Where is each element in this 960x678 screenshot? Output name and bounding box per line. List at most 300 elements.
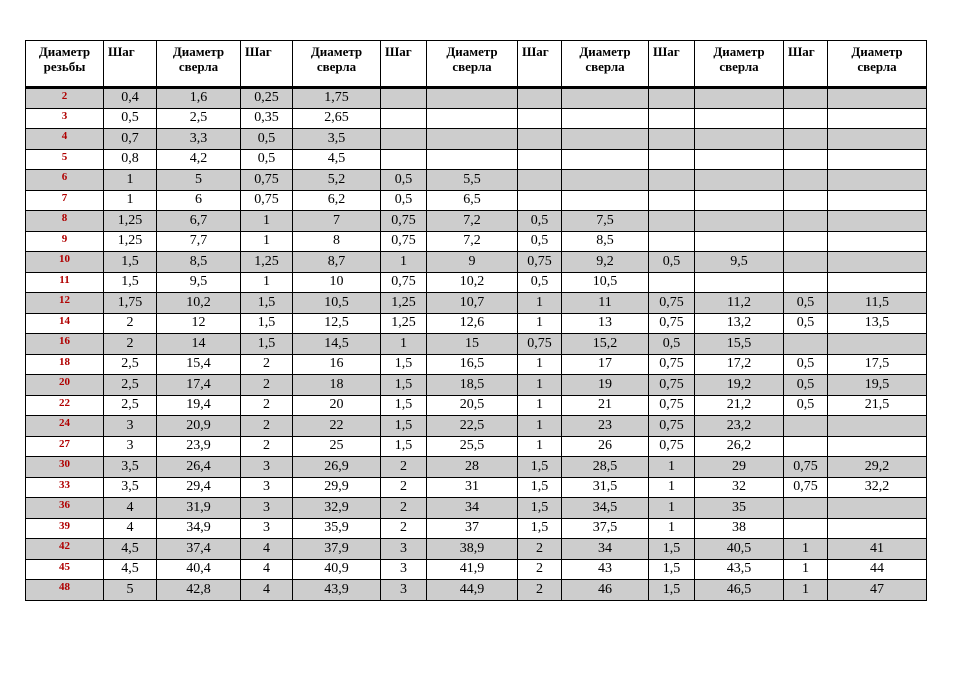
header-drill-diameter: Диаметр сверла [293, 41, 381, 88]
header-drill-diameter: Диаметр сверла [157, 41, 241, 88]
pitch-cell: 1 [241, 231, 293, 252]
pitch-cell: 0,75 [518, 334, 562, 355]
thread-diameter-cell: 5 [26, 149, 104, 170]
table-row [26, 334, 927, 355]
drill-diameter-cell: 20,9 [157, 416, 241, 437]
table-row [26, 436, 927, 457]
pitch-cell: 0,5 [518, 272, 562, 293]
table-row [26, 88, 927, 109]
drill-diameter-cell [828, 231, 927, 252]
drill-diameter-cell [828, 272, 927, 293]
drill-diameter-cell [828, 498, 927, 519]
pitch-cell: 0,75 [649, 436, 695, 457]
drill-diameter-cell: 32,2 [828, 477, 927, 498]
thread-diameter-cell: 7 [26, 190, 104, 211]
drill-diameter-cell: 40,9 [293, 559, 381, 580]
pitch-cell: 0,5 [381, 170, 427, 191]
pitch-cell: 0,75 [784, 457, 828, 478]
drill-diameter-cell: 46,5 [695, 580, 784, 601]
pitch-cell: 0,5 [784, 395, 828, 416]
drill-diameter-cell: 17 [562, 354, 649, 375]
table-row [26, 416, 927, 437]
pitch-cell: 4 [104, 518, 157, 539]
drill-diameter-cell: 19,5 [828, 375, 927, 396]
drill-diameter-cell: 29 [695, 457, 784, 478]
pitch-cell: 2 [241, 375, 293, 396]
pitch-cell: 0,5 [784, 354, 828, 375]
pitch-cell: 2 [241, 416, 293, 437]
header-drill-diameter: Диаметр сверла [427, 41, 518, 88]
pitch-cell: 0,5 [784, 375, 828, 396]
drill-diameter-cell: 35 [695, 498, 784, 519]
thread-diameter-cell: 3 [26, 108, 104, 129]
pitch-cell: 0,5 [241, 129, 293, 150]
thread-diameter-cell: 2 [26, 88, 104, 109]
pitch-cell: 0,75 [649, 293, 695, 314]
thread-diameter-cell: 30 [26, 457, 104, 478]
drill-diameter-cell: 8,5 [157, 252, 241, 273]
drill-diameter-cell: 11,2 [695, 293, 784, 314]
table-row [26, 539, 927, 560]
thread-drill-table [25, 40, 927, 601]
drill-diameter-cell: 28,5 [562, 457, 649, 478]
pitch-cell [518, 170, 562, 191]
drill-diameter-cell: 37,9 [293, 539, 381, 560]
drill-diameter-cell: 6 [157, 190, 241, 211]
pitch-cell [649, 211, 695, 232]
table-row [26, 580, 927, 601]
drill-diameter-cell: 29,9 [293, 477, 381, 498]
pitch-cell: 0,5 [784, 313, 828, 334]
pitch-cell: 5 [104, 580, 157, 601]
pitch-cell: 1,5 [649, 580, 695, 601]
thread-diameter-cell: 45 [26, 559, 104, 580]
drill-diameter-cell [695, 231, 784, 252]
pitch-cell: 0,5 [784, 293, 828, 314]
drill-diameter-cell: 10,5 [562, 272, 649, 293]
drill-diameter-cell: 18 [293, 375, 381, 396]
pitch-cell [518, 108, 562, 129]
drill-diameter-cell: 41,9 [427, 559, 518, 580]
drill-diameter-cell: 11 [562, 293, 649, 314]
drill-diameter-cell: 7,2 [427, 211, 518, 232]
drill-diameter-cell: 9,5 [157, 272, 241, 293]
thread-diameter-cell: 39 [26, 518, 104, 539]
thread-diameter-cell: 42 [26, 539, 104, 560]
drill-diameter-cell: 13 [562, 313, 649, 334]
table-row [26, 252, 927, 273]
pitch-cell: 2 [381, 477, 427, 498]
drill-diameter-cell: 7,7 [157, 231, 241, 252]
thread-diameter-cell: 27 [26, 436, 104, 457]
pitch-cell: 4 [104, 498, 157, 519]
drill-diameter-cell: 1,6 [157, 88, 241, 109]
thread-diameter-cell: 24 [26, 416, 104, 437]
pitch-cell: 1 [381, 334, 427, 355]
pitch-cell: 1,5 [518, 518, 562, 539]
drill-diameter-cell: 6,2 [293, 190, 381, 211]
drill-diameter-cell [562, 170, 649, 191]
drill-diameter-cell: 6,5 [427, 190, 518, 211]
pitch-cell: 1 [241, 272, 293, 293]
header-drill-diameter: Диаметр сверла [695, 41, 784, 88]
pitch-cell: 1 [649, 518, 695, 539]
drill-diameter-cell: 29,4 [157, 477, 241, 498]
table-row [26, 170, 927, 191]
thread-diameter-cell: 16 [26, 334, 104, 355]
pitch-cell: 2 [104, 334, 157, 355]
drill-diameter-cell: 7 [293, 211, 381, 232]
pitch-cell [784, 272, 828, 293]
pitch-cell: 0,8 [104, 149, 157, 170]
thread-diameter-cell: 11 [26, 272, 104, 293]
pitch-cell: 1 [649, 477, 695, 498]
pitch-cell: 0,5 [381, 190, 427, 211]
pitch-cell: 1 [518, 293, 562, 314]
pitch-cell: 3 [381, 539, 427, 560]
pitch-cell: 1,5 [104, 272, 157, 293]
drill-diameter-cell [427, 149, 518, 170]
pitch-cell [784, 190, 828, 211]
pitch-cell: 1,5 [518, 457, 562, 478]
pitch-cell: 1,5 [104, 252, 157, 273]
pitch-cell: 4,5 [104, 539, 157, 560]
drill-diameter-cell: 25,5 [427, 436, 518, 457]
pitch-cell: 0,75 [649, 395, 695, 416]
pitch-cell [784, 518, 828, 539]
table-row [26, 108, 927, 129]
drill-diameter-cell: 12,5 [293, 313, 381, 334]
pitch-cell: 1,25 [381, 293, 427, 314]
table-row [26, 457, 927, 478]
drill-diameter-cell [828, 416, 927, 437]
pitch-cell: 2 [381, 518, 427, 539]
pitch-cell [784, 436, 828, 457]
drill-diameter-cell: 43,9 [293, 580, 381, 601]
thread-diameter-cell: 12 [26, 293, 104, 314]
drill-diameter-cell [562, 190, 649, 211]
drill-diameter-cell: 13,5 [828, 313, 927, 334]
drill-diameter-cell: 35,9 [293, 518, 381, 539]
thread-diameter-cell: 8 [26, 211, 104, 232]
pitch-cell: 2 [518, 539, 562, 560]
drill-diameter-cell: 19,4 [157, 395, 241, 416]
drill-diameter-cell: 4,5 [293, 149, 381, 170]
drill-diameter-cell: 4,2 [157, 149, 241, 170]
drill-diameter-cell [427, 108, 518, 129]
drill-diameter-cell: 21 [562, 395, 649, 416]
drill-diameter-cell [427, 129, 518, 150]
drill-diameter-cell: 21,2 [695, 395, 784, 416]
drill-diameter-cell: 6,7 [157, 211, 241, 232]
pitch-cell: 1 [784, 580, 828, 601]
drill-diameter-cell [828, 88, 927, 109]
pitch-cell: 0,25 [241, 88, 293, 109]
header-pitch: Шаг [241, 41, 293, 88]
pitch-cell: 1,25 [241, 252, 293, 273]
drill-diameter-cell: 3,5 [293, 129, 381, 150]
drill-diameter-cell: 29,2 [828, 457, 927, 478]
drill-diameter-cell: 5,2 [293, 170, 381, 191]
drill-diameter-cell [695, 129, 784, 150]
pitch-cell: 1,5 [518, 498, 562, 519]
drill-diameter-cell: 17,2 [695, 354, 784, 375]
drill-diameter-cell: 15,2 [562, 334, 649, 355]
drill-diameter-cell: 23,2 [695, 416, 784, 437]
pitch-cell: 1,25 [104, 231, 157, 252]
drill-diameter-cell: 26,4 [157, 457, 241, 478]
pitch-cell: 1 [381, 252, 427, 273]
pitch-cell: 1,5 [381, 375, 427, 396]
pitch-cell: 2,5 [104, 395, 157, 416]
drill-diameter-cell: 23 [562, 416, 649, 437]
pitch-cell [381, 88, 427, 109]
table-row [26, 313, 927, 334]
table-row [26, 149, 927, 170]
pitch-cell: 1,5 [649, 559, 695, 580]
drill-diameter-cell: 8,7 [293, 252, 381, 273]
drill-diameter-cell: 37,5 [562, 518, 649, 539]
drill-diameter-cell: 26,9 [293, 457, 381, 478]
pitch-cell [784, 334, 828, 355]
drill-diameter-cell: 15 [427, 334, 518, 355]
pitch-cell: 1,5 [649, 539, 695, 560]
drill-diameter-cell [562, 129, 649, 150]
pitch-cell: 4 [241, 559, 293, 580]
drill-diameter-cell [562, 88, 649, 109]
thread-diameter-cell: 22 [26, 395, 104, 416]
drill-diameter-cell: 31,9 [157, 498, 241, 519]
drill-diameter-cell [828, 129, 927, 150]
drill-diameter-cell: 37 [427, 518, 518, 539]
thread-diameter-cell: 48 [26, 580, 104, 601]
drill-diameter-cell: 47 [828, 580, 927, 601]
drill-diameter-cell: 10,2 [427, 272, 518, 293]
pitch-cell: 1 [649, 498, 695, 519]
drill-diameter-cell: 13,2 [695, 313, 784, 334]
drill-diameter-cell: 43,5 [695, 559, 784, 580]
pitch-cell: 3 [381, 559, 427, 580]
drill-diameter-cell [562, 149, 649, 170]
pitch-cell: 1 [784, 539, 828, 560]
pitch-cell: 2 [381, 498, 427, 519]
drill-diameter-cell: 22,5 [427, 416, 518, 437]
pitch-cell: 4 [241, 539, 293, 560]
pitch-cell: 0,5 [104, 108, 157, 129]
drill-diameter-cell: 40,5 [695, 539, 784, 560]
drill-diameter-cell: 20,5 [427, 395, 518, 416]
thread-diameter-cell: 36 [26, 498, 104, 519]
drill-diameter-cell: 8 [293, 231, 381, 252]
table-row [26, 518, 927, 539]
pitch-cell: 2,5 [104, 354, 157, 375]
header-drill-diameter: Диаметр сверла [828, 41, 927, 88]
drill-diameter-cell [695, 149, 784, 170]
drill-diameter-cell: 28 [427, 457, 518, 478]
pitch-cell: 0,75 [649, 375, 695, 396]
drill-diameter-cell: 12 [157, 313, 241, 334]
pitch-cell: 1,5 [241, 334, 293, 355]
pitch-cell [784, 149, 828, 170]
drill-diameter-cell: 16,5 [427, 354, 518, 375]
pitch-cell: 0,5 [518, 211, 562, 232]
drill-diameter-cell: 22 [293, 416, 381, 437]
pitch-cell: 0,5 [518, 231, 562, 252]
pitch-cell: 0,4 [104, 88, 157, 109]
drill-diameter-cell: 9 [427, 252, 518, 273]
drill-diameter-cell: 19,2 [695, 375, 784, 396]
drill-diameter-cell: 17,5 [828, 354, 927, 375]
drill-diameter-cell [695, 88, 784, 109]
pitch-cell [381, 149, 427, 170]
header-pitch: Шаг [518, 41, 562, 88]
header-thread-diameter: Диаметр резьбы [26, 41, 104, 88]
pitch-cell: 1,75 [104, 293, 157, 314]
drill-diameter-cell: 8,5 [562, 231, 649, 252]
drill-diameter-cell: 19 [562, 375, 649, 396]
pitch-cell: 3,5 [104, 457, 157, 478]
pitch-cell [649, 149, 695, 170]
drill-diameter-cell [828, 436, 927, 457]
pitch-cell: 3 [104, 416, 157, 437]
drill-diameter-cell: 44 [828, 559, 927, 580]
pitch-cell [784, 498, 828, 519]
pitch-cell: 2 [241, 395, 293, 416]
drill-diameter-cell: 5,5 [427, 170, 518, 191]
drill-diameter-cell [695, 272, 784, 293]
pitch-cell [649, 190, 695, 211]
drill-diameter-cell [828, 190, 927, 211]
pitch-cell [784, 170, 828, 191]
pitch-cell: 1,5 [241, 313, 293, 334]
pitch-cell [784, 252, 828, 273]
pitch-cell: 3 [381, 580, 427, 601]
drill-diameter-cell: 34,5 [562, 498, 649, 519]
pitch-cell: 0,75 [649, 313, 695, 334]
header-row [26, 41, 927, 88]
drill-diameter-cell: 38 [695, 518, 784, 539]
table-row [26, 354, 927, 375]
drill-diameter-cell: 32,9 [293, 498, 381, 519]
drill-diameter-cell: 10,7 [427, 293, 518, 314]
drill-diameter-cell [695, 211, 784, 232]
table-body [26, 88, 927, 601]
pitch-cell: 2 [104, 313, 157, 334]
drill-diameter-cell: 12,6 [427, 313, 518, 334]
table-row [26, 375, 927, 396]
drill-diameter-cell [695, 190, 784, 211]
pitch-cell: 2,5 [104, 375, 157, 396]
drill-diameter-cell [828, 334, 927, 355]
pitch-cell: 0,75 [649, 354, 695, 375]
drill-diameter-cell: 17,4 [157, 375, 241, 396]
drill-diameter-cell: 11,5 [828, 293, 927, 314]
drill-diameter-cell: 44,9 [427, 580, 518, 601]
drill-diameter-cell: 41 [828, 539, 927, 560]
pitch-cell: 1 [649, 457, 695, 478]
drill-diameter-cell: 26 [562, 436, 649, 457]
pitch-cell [649, 170, 695, 191]
pitch-cell: 1 [518, 313, 562, 334]
pitch-cell: 1 [518, 395, 562, 416]
pitch-cell: 0,75 [381, 211, 427, 232]
drill-diameter-cell: 42,8 [157, 580, 241, 601]
pitch-cell: 3 [241, 457, 293, 478]
pitch-cell: 0,75 [381, 231, 427, 252]
pitch-cell: 0,7 [104, 129, 157, 150]
drill-diameter-cell [828, 252, 927, 273]
pitch-cell: 0,75 [381, 272, 427, 293]
drill-diameter-cell: 5 [157, 170, 241, 191]
pitch-cell: 1,5 [518, 477, 562, 498]
drill-diameter-cell: 18,5 [427, 375, 518, 396]
pitch-cell: 0,75 [784, 477, 828, 498]
pitch-cell [518, 129, 562, 150]
drill-diameter-cell: 16 [293, 354, 381, 375]
pitch-cell: 2 [241, 436, 293, 457]
pitch-cell [649, 231, 695, 252]
pitch-cell [784, 129, 828, 150]
drill-diameter-cell: 2,5 [157, 108, 241, 129]
drill-diameter-cell: 10 [293, 272, 381, 293]
drill-diameter-cell [828, 149, 927, 170]
table-row [26, 395, 927, 416]
pitch-cell: 2 [381, 457, 427, 478]
drill-diameter-cell: 10,5 [293, 293, 381, 314]
pitch-cell: 1,5 [381, 354, 427, 375]
drill-diameter-cell: 46 [562, 580, 649, 601]
pitch-cell: 0,75 [241, 170, 293, 191]
header-drill-diameter: Диаметр сверла [562, 41, 649, 88]
pitch-cell: 1 [518, 354, 562, 375]
pitch-cell: 3 [241, 477, 293, 498]
table-row [26, 559, 927, 580]
header-pitch: Шаг [104, 41, 157, 88]
drill-diameter-cell: 31 [427, 477, 518, 498]
drill-diameter-cell [695, 108, 784, 129]
drill-diameter-cell: 40,4 [157, 559, 241, 580]
pitch-cell: 0,75 [518, 252, 562, 273]
table-row [26, 211, 927, 232]
drill-diameter-cell: 9,2 [562, 252, 649, 273]
pitch-cell: 0,5 [241, 149, 293, 170]
pitch-cell [784, 88, 828, 109]
drill-diameter-cell: 14 [157, 334, 241, 355]
pitch-cell: 3 [241, 498, 293, 519]
pitch-cell: 0,75 [241, 190, 293, 211]
drill-diameter-cell [427, 88, 518, 109]
pitch-cell: 1 [784, 559, 828, 580]
thread-diameter-cell: 18 [26, 354, 104, 375]
drill-diameter-cell: 26,2 [695, 436, 784, 457]
pitch-cell [784, 108, 828, 129]
header-pitch: Шаг [381, 41, 427, 88]
drill-diameter-cell [562, 108, 649, 129]
drill-diameter-cell: 38,9 [427, 539, 518, 560]
pitch-cell: 1 [518, 436, 562, 457]
pitch-cell [649, 88, 695, 109]
drill-diameter-cell: 25 [293, 436, 381, 457]
thread-diameter-cell: 14 [26, 313, 104, 334]
pitch-cell: 1,5 [381, 436, 427, 457]
drill-diameter-cell: 7,2 [427, 231, 518, 252]
thread-diameter-cell: 20 [26, 375, 104, 396]
drill-diameter-cell [828, 518, 927, 539]
pitch-cell: 1 [104, 190, 157, 211]
thread-diameter-cell: 9 [26, 231, 104, 252]
pitch-cell: 4,5 [104, 559, 157, 580]
drill-diameter-cell [828, 211, 927, 232]
